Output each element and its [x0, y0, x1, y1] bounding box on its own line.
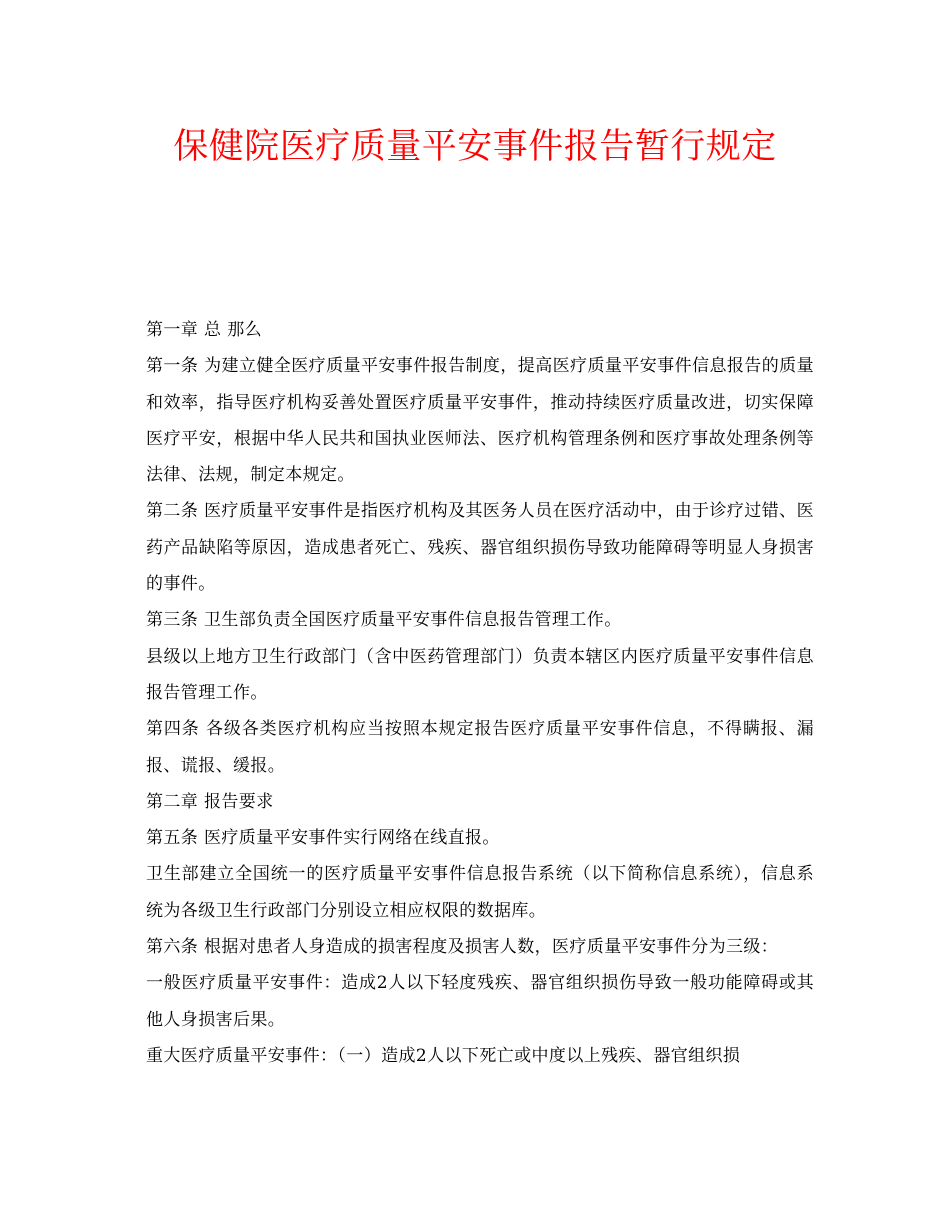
article-6: 第六条 根据对患者人身造成的损害程度及损害人数，医疗质量平安事件分为三级： — [146, 937, 779, 958]
article-3: 第三条 卫生部负责全国医疗质量平安事件信息报告管理工作。 — [146, 610, 622, 631]
article-4: 第四条 各级各类医疗机构应当按照本规定报告医疗质量平安事件信息，不得瞒报、漏报、谎报、缓报。 — [146, 719, 814, 776]
chapter-2-heading: 第二章 报告要求 — [146, 791, 274, 812]
document-body — [146, 312, 814, 1074]
document-title: 保健院医疗质量平安事件报告暂行规定 — [173, 127, 777, 167]
article-2: 第二条 医疗质量平安事件是指医疗机构及其医务人员在医疗活动中，由于诊疗过错、医药产品缺陷等原因，造成患者死亡、残疾、器官组织损伤导致功能障碍等明显人身损害的事件。 — [146, 501, 814, 595]
article-6-level-major: 重大医疗质量平安事件：（一）造成2人以下死亡或中度以上残疾、器官组织损 — [146, 1045, 741, 1066]
chapter-1-heading: 第一章 总 那么 — [146, 320, 263, 340]
article-5: 第五条 医疗质量平安事件实行网络在线直报。 — [146, 828, 500, 849]
article-5-paragraph-2: 卫生部建立全国统一的医疗质量平安事件信息报告系统（以下简称信息系统），信息系统为各级卫生行政部门分别设立相应权限的数据库。 — [146, 864, 814, 921]
article-1: 第一条 为建立健全医疗质量平安事件报告制度，提高医疗质量平安事件信息报告的质量和效率，指导医疗机构妥善处置医疗质量平安事件，推动持续医疗质量改进，切实保障医疗平安，根据中华人民共和国执业医师法、医疗机构管理条例和医疗事故处理条例等法律、法规，制定本规定。 — [146, 356, 814, 486]
article-3-paragraph-2: 县级以上地方卫生行政部门（含中医药管理部门）负责本辖区内医疗质量平安事件信息报告管理工作。 — [146, 646, 814, 703]
article-6-level-general: 一般医疗质量平安事件：造成2人以下轻度残疾、器官组织损伤导致一般功能障碍或其他人身损害后果。 — [146, 973, 814, 1030]
